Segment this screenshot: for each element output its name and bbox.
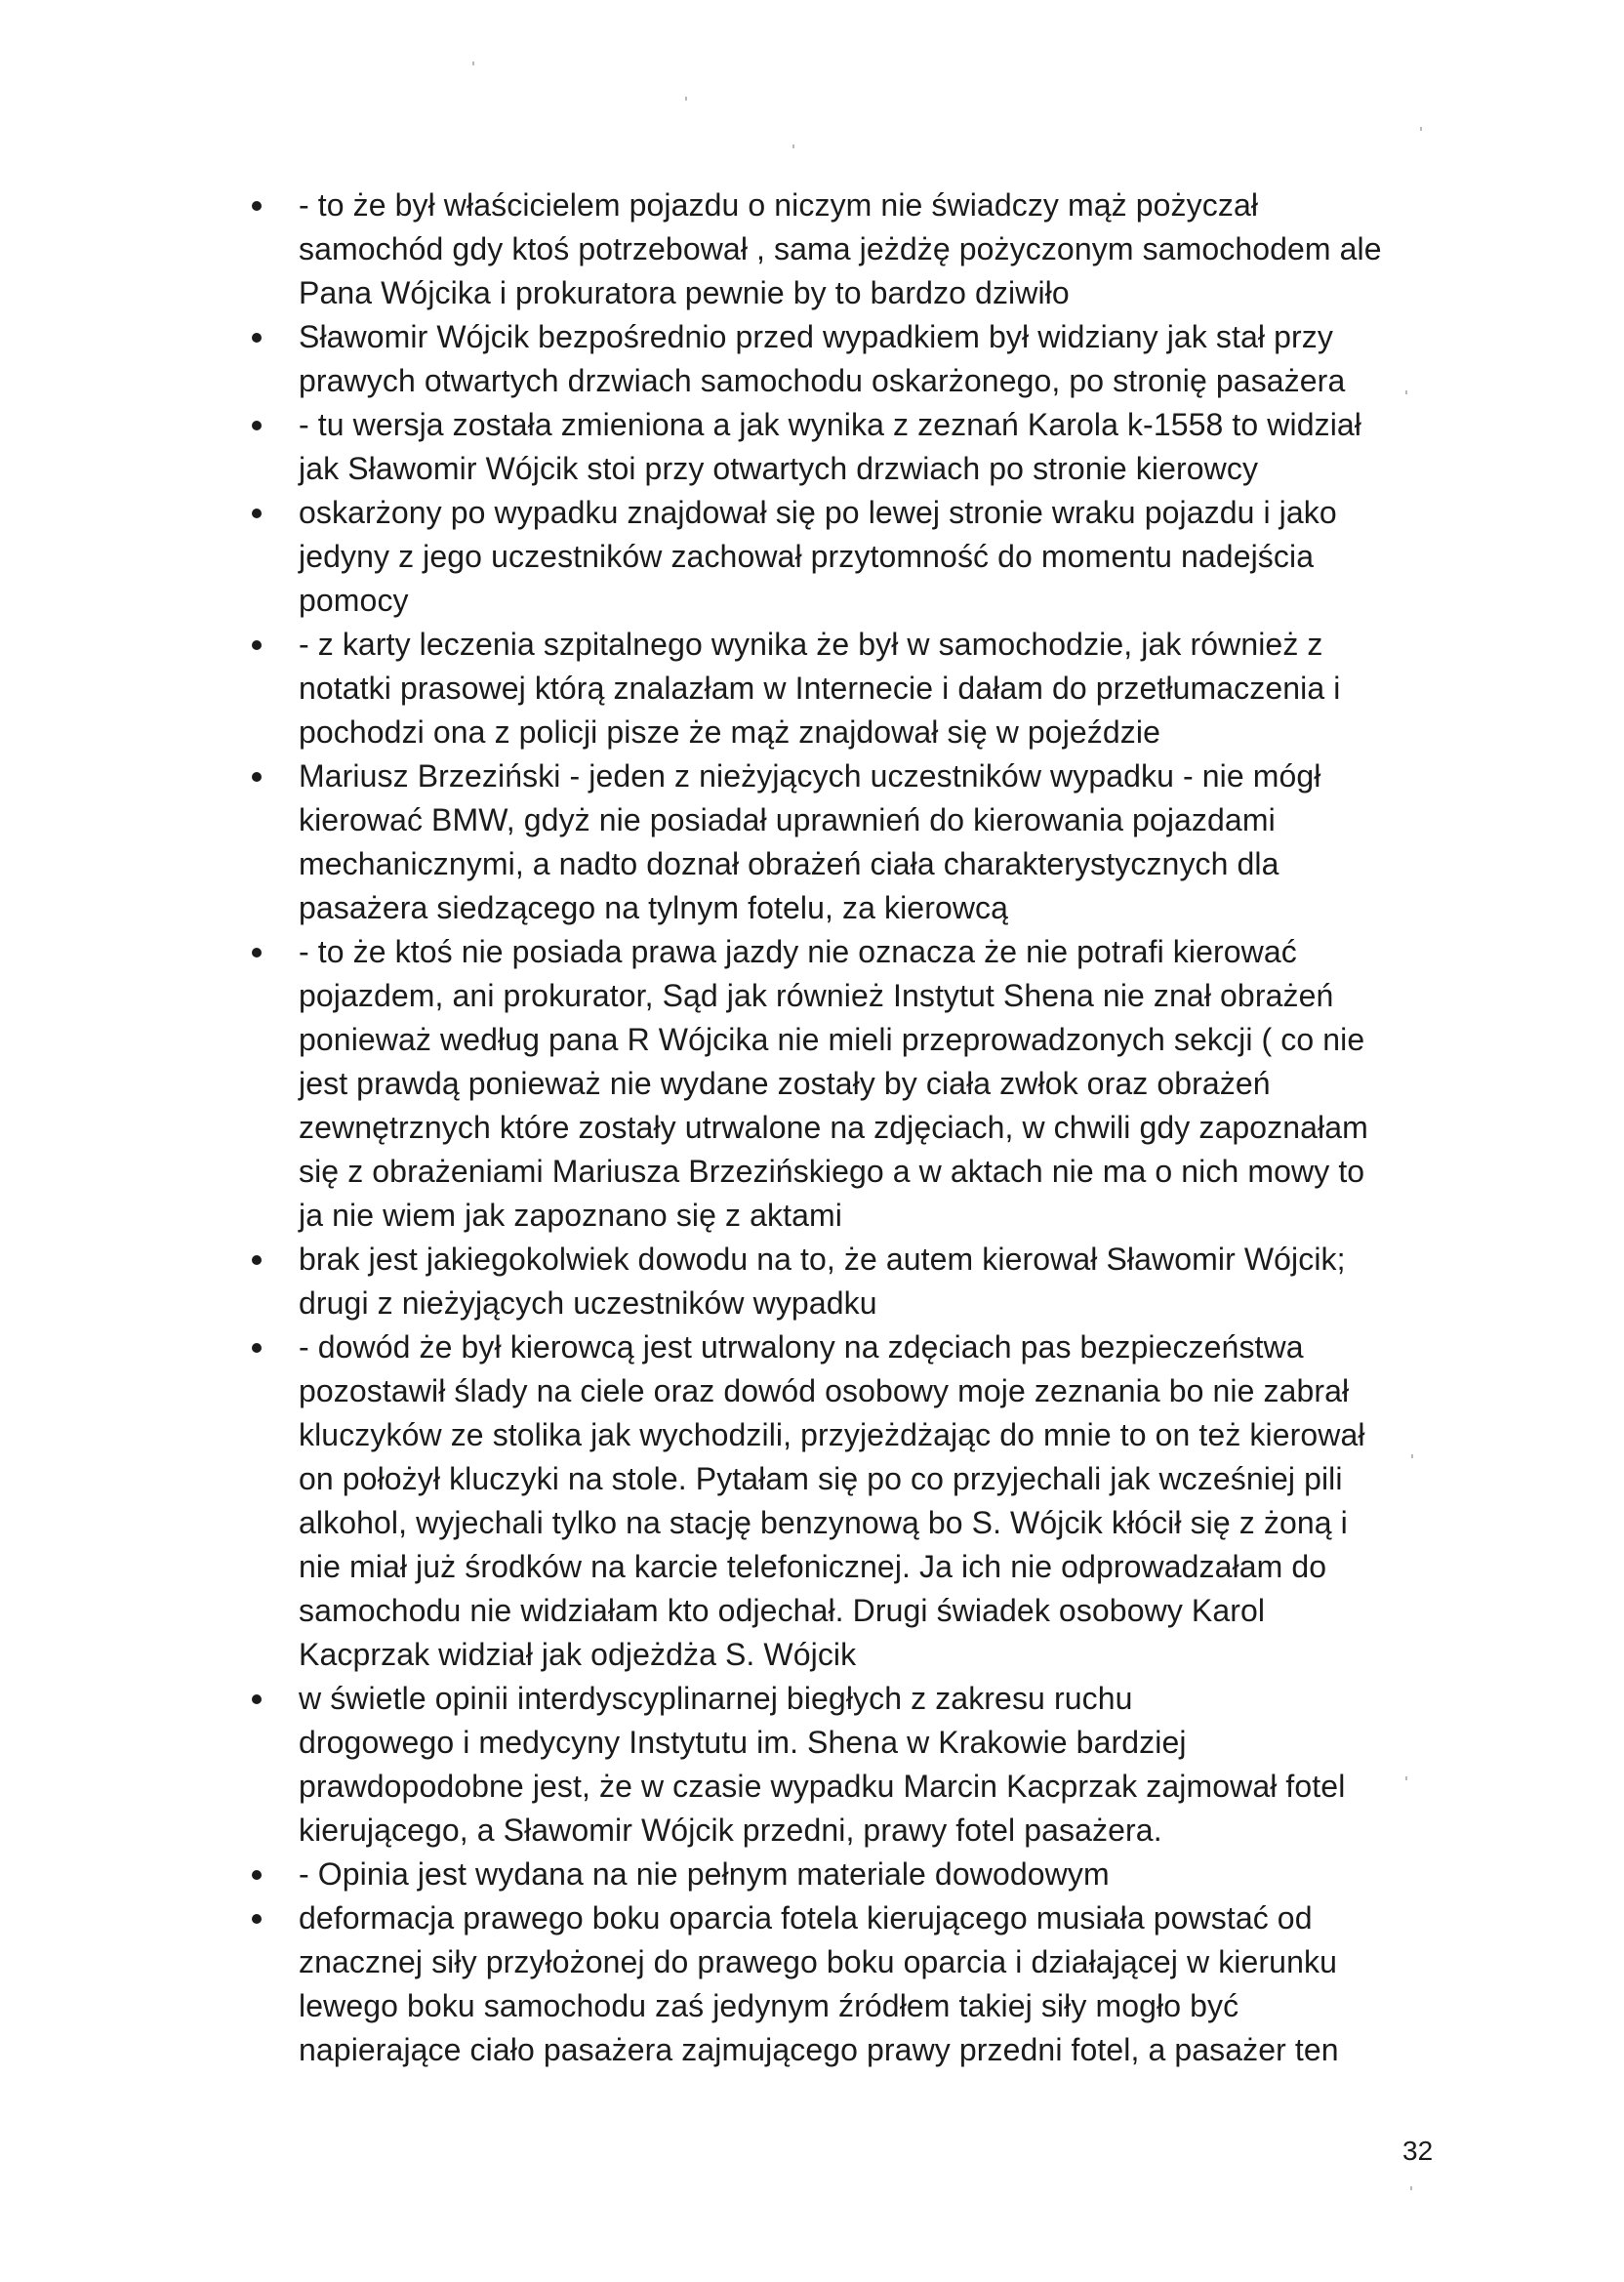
scan-speck (1410, 2186, 1412, 2190)
text-line: brak jest jakiegokolwiek dowodu na to, że autem kierował Sławomir Wójcik; (299, 1242, 1346, 1277)
text-line: drugi z nieżyjących uczestników wypadku (299, 1285, 877, 1321)
text-line: nie miał już środków na karcie telefonicznej. Ja ich nie odprowadzałam do (299, 1549, 1327, 1584)
list-item (247, 1853, 1442, 1896)
text-line: kluczyków ze stolika jak wychodzili, przyjeżdżając do mnie to on też kierował (299, 1417, 1365, 1452)
text-line: oskarżony po wypadku znajdował się po lewej stronie wraku pojazdu i jako (299, 495, 1337, 530)
text-line: alkohol, wyjechali tylko na stację benzynową bo S. Wójcik kłócił się z żoną i (299, 1505, 1348, 1540)
bullet-dot-icon (252, 1694, 262, 1704)
text-line: zewnętrznych które zostały utrwalone na zdjęciach, w chwili gdy zapoznałam (299, 1110, 1368, 1145)
text-line: lewego boku samochodu zaś jedynym źródłem takiej siły mogło być (299, 1988, 1239, 2023)
text-line: pozostawił ślady na ciele oraz dowód osobowy moje zeznania bo nie zabrał (299, 1373, 1350, 1408)
bullet-dot-icon (252, 421, 262, 430)
text-line: Pana Wójcika i prokuratora pewnie by to bardzo dziwiło (299, 275, 1070, 310)
text-line: kierującego, a Sławomir Wójcik przedni, prawy fotel pasażera. (299, 1813, 1162, 1848)
text-line: w świetle opinii interdyscyplinarnej biegłych z zakresu ruchu (299, 1681, 1133, 1716)
scan-speck (472, 61, 474, 65)
text-line: pojazdem, ani prokurator, Sąd jak również Instytut Shena nie znał obrażeń (299, 978, 1334, 1013)
text-line: - z karty leczenia szpitalnego wynika że był w samochodzie, jak również z (299, 627, 1323, 662)
text-line: on położył kluczyki na stole. Pytałam się po co przyjechali jak wcześniej pili (299, 1461, 1343, 1496)
bullet-dot-icon (252, 1343, 262, 1353)
scan-speck (1420, 127, 1422, 131)
text-line: prawdopodobne jest, że w czasie wypadku Marcin Kacprzak zajmował fotel (299, 1769, 1346, 1804)
text-line: prawych otwartych drzwiach samochodu oskarżonego, po stronię pasażera (299, 363, 1346, 398)
text-line: znacznej siły przyłożonej do prawego boku oparcia i działającej w kierunku (299, 1944, 1337, 1979)
bullet-dot-icon (252, 772, 262, 782)
bullet-list (247, 183, 1442, 2072)
text-line: pomocy (299, 583, 409, 618)
text-line: mechanicznymi, a nadto doznał obrażeń ciała charakterystycznych dla (299, 846, 1279, 881)
list-item (247, 930, 1442, 1238)
list-item (247, 623, 1442, 754)
text-line: ja nie wiem jak zapoznano się z aktami (299, 1198, 842, 1233)
list-item (247, 1677, 1442, 1853)
list-item (247, 1896, 1442, 2072)
list-item (247, 1325, 1442, 1677)
text-line: napierające ciało pasażera zajmującego prawy przedni fotel, a pasażer ten (299, 2032, 1339, 2067)
list-item (247, 491, 1442, 623)
list-item (247, 1238, 1442, 1325)
bullet-dot-icon (252, 640, 262, 650)
list-item (247, 403, 1442, 491)
text-line: - Opinia jest wydana na nie pełnym materiale dowodowym (299, 1856, 1110, 1892)
text-line: deformacja prawego boku oparcia fotela kierującego musiała powstać od (299, 1900, 1313, 1936)
bullet-dot-icon (252, 509, 262, 518)
bullet-dot-icon (252, 1870, 262, 1880)
scan-speck (685, 97, 687, 101)
scan-speck (1405, 1776, 1407, 1780)
scan-speck (1411, 1454, 1413, 1458)
bullet-dot-icon (252, 201, 262, 211)
text-line: - dowód że był kierowcą jest utrwalony na zdęciach pas bezpieczeństwa (299, 1329, 1304, 1365)
text-line: Sławomir Wójcik bezpośrednio przed wypadkiem był widziany jak stał przy (299, 319, 1333, 354)
bullet-dot-icon (252, 1255, 262, 1265)
text-line: notatki prasowej którą znalazłam w Internecie i dałam do przetłumaczenia i (299, 671, 1341, 706)
text-line: ponieważ według pana R Wójcika nie mieli przeprowadzonych sekcji ( co nie (299, 1022, 1365, 1057)
text-line: jedyny z jego uczestników zachował przytomność do momentu nadejścia (299, 539, 1315, 574)
text-line: pochodzi ona z policji pisze że mąż znajdował się w pojeździe (299, 714, 1161, 750)
text-line: - to że ktoś nie posiada prawa jazdy nie oznacza że nie potrafi kierować (299, 934, 1297, 969)
list-item (247, 315, 1442, 403)
bullet-dot-icon (252, 333, 262, 343)
bullet-dot-icon (252, 948, 262, 958)
scan-speck (1405, 390, 1407, 394)
text-line: jak Sławomir Wójcik stoi przy otwartych drzwiach po stronie kierowcy (299, 451, 1259, 486)
text-line: samochodu nie widziałam kto odjechał. Drugi świadek osobowy Karol (299, 1593, 1266, 1628)
bullet-dot-icon (252, 1914, 262, 1924)
text-line: kierować BMW, gdyż nie posiadał uprawnień do kierowania pojazdami (299, 802, 1276, 837)
list-item (247, 183, 1442, 315)
text-line: Kacprzak widział jak odjeżdża S. Wójcik (299, 1637, 857, 1672)
text-line: - to że był właścicielem pojazdu o niczym nie świadczy mąż pożyczał (299, 187, 1259, 223)
text-line: - tu wersja została zmieniona a jak wynika z zeznań Karola k-1558 to widział (299, 407, 1362, 442)
list-item (247, 754, 1442, 930)
text-line: pasażera siedzącego na tylnym fotelu, za kierowcą (299, 890, 1009, 925)
page-number: 32 (1402, 2136, 1434, 2166)
text-line: jest prawdą ponieważ nie wydane zostały by ciała zwłok oraz obrażeń (299, 1066, 1271, 1101)
text-line: Mariusz Brzeziński - jeden z nieżyjących uczestników wypadku - nie mógł (299, 758, 1321, 794)
scan-speck (792, 144, 794, 148)
text-line: się z obrażeniami Mariusza Brzezińskiego a w aktach nie ma o nich mowy to (299, 1154, 1365, 1189)
text-line: samochód gdy ktoś potrzebował , sama jeżdżę pożyczonym samochodem ale (299, 231, 1382, 266)
text-line: drogowego i medycyny Instytutu im. Shena w Krakowie bardziej (299, 1725, 1187, 1760)
